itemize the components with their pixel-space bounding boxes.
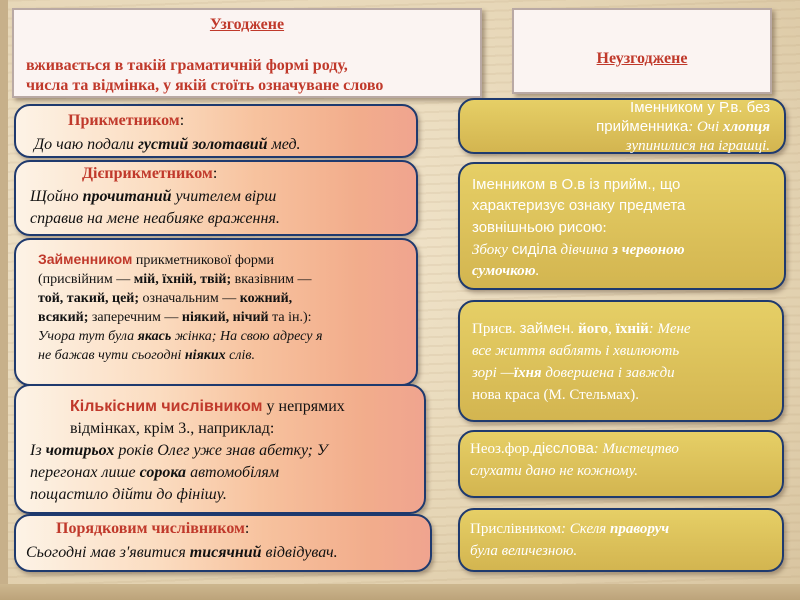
- background-stripe-bottom: [0, 584, 800, 600]
- agreed-header-box: [12, 8, 482, 98]
- possessive-pronoun-box: [458, 300, 784, 422]
- ordinal-numeral-box: Порядковим числівником: Сьогодні мав з'явитися тисячний відвідувач.: [14, 514, 432, 572]
- noun-instrumental-box: [458, 162, 786, 290]
- non-agreed-header-box: [512, 8, 772, 94]
- noun-genitive-box: [458, 98, 786, 154]
- cardinal-numeral-label: Кількісним числівником: [70, 398, 263, 415]
- non-agreed-title: Неузгоджене: [596, 50, 688, 67]
- adjective-label: Прикметником: [68, 112, 180, 129]
- pronoun-box: [14, 238, 418, 386]
- ordinal-numeral-example: Сьогодні мав з'явитися тисячний відвідувач.: [26, 544, 338, 561]
- noun-genitive-text: Іменником у Р.в. без прийменника: Очі хлопця зупинилися на іграшці.: [596, 99, 770, 154]
- possessive-pronoun-text: Присв. займен. його, їхній: Мене все життя ваблять і хвилюють зорі —їхня довершена і завжди нова краса (М. Стельмах).: [472, 320, 691, 403]
- infinitive-box: [458, 430, 784, 498]
- cardinal-numeral-box: [14, 384, 426, 514]
- ordinal-numeral-label: Порядковим числівником: [56, 520, 245, 537]
- participle-label: Дієприкметником: [82, 165, 213, 182]
- background-stripe-left: [0, 0, 8, 600]
- agreed-definition: вживається в такій граматичній формі роду, числа та відмінка, у якій стоїть означуване слово: [26, 57, 384, 94]
- participle-example: Щойно прочитаний учителем вірш справив на мене неабияке враження.: [30, 188, 280, 227]
- pronoun-label: Займенником: [38, 251, 133, 267]
- adjective-box: Прикметником: До чаю подали густий золотавий мед.: [14, 104, 418, 158]
- noun-instrumental-text: Іменником в О.в із прийм., що характеризує ознаку предмета зовнішньою рисою: Збоку сиділа дівчина з червоною сумочкою.: [472, 176, 686, 279]
- infinitive-text: Неоз.фор.дієслова: Мистецтво слухати дано не кожному.: [470, 440, 679, 479]
- cardinal-numeral-text: Кількісним числівником у непрямих відмінках, крім 3., наприклад: Із чотирьох років Олег уже знав абетку; У перегонах лише сорока автомобілям пощастило дійти до фінішу.: [30, 398, 345, 503]
- agreed-title: Узгоджене: [209, 16, 285, 33]
- adjective-example: До чаю подали густий золотавий мед.: [34, 136, 301, 153]
- adverb-box: [458, 508, 784, 572]
- pronoun-text: Займенником прикметникової форми (присвійним — мій, їхній, твій; вказівним — той, такий, цей; означальним — кожний, всякий; заперечним — ніякий, нічий та ін.): Учора тут була якась жінка; На свою адресу я не бажав чути сьогодні ніяких слів.: [38, 251, 323, 363]
- participle-box: Дієприкметником: Щойно прочитаний учителем вірш справив на мене неабияке враження.: [14, 160, 418, 236]
- adverb-text: Прислівником: Скеля праворуч була величезною.: [470, 521, 670, 559]
